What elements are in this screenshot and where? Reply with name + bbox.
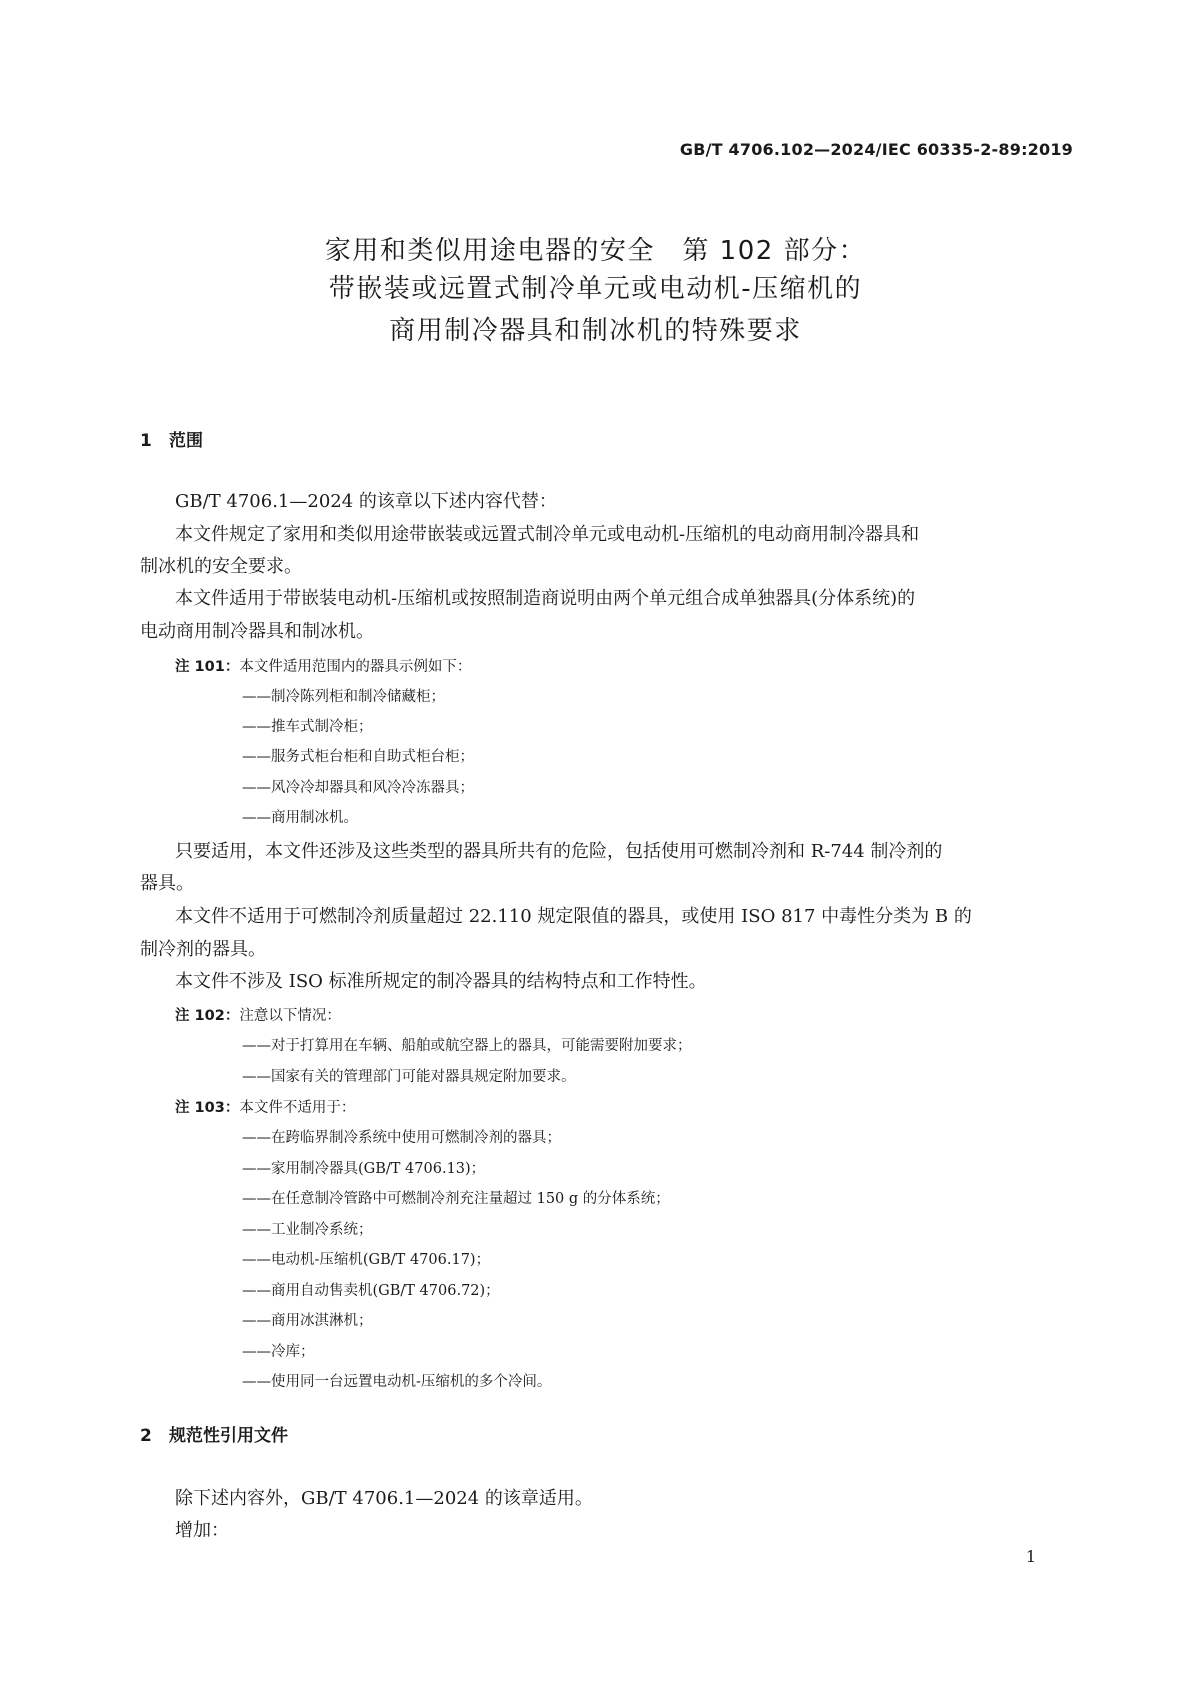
note-102-item: ——国家有关的管理部门可能对器具规定附加要求。 — [242, 1069, 576, 1085]
note-101 — [175, 655, 471, 676]
s1-paragraph-6: 本文件不涉及 ISO 标准所规定的制冷器具的结构特点和工作特性。 — [175, 971, 707, 992]
title-line-3: 商用制冷器具和制冰机的特殊要求 — [389, 316, 802, 346]
section-1-number: 1 — [140, 431, 152, 451]
standard-id-header: GB/T 4706.102—2024/IEC 60335-2-89:2019 — [679, 140, 1073, 159]
note-101-item: ——商用制冰机。 — [242, 810, 358, 826]
s1-paragraph-2-line-2: 制冰机的安全要求。 — [140, 556, 302, 577]
s1-paragraph-3-line-2: 电动商用制冷器具和制冰机。 — [140, 621, 374, 642]
s1-paragraph-1: GB/T 4706.1—2024 的该章以下述内容代替： — [175, 491, 557, 512]
note-102-item: ——对于打算用在车辆、船舶或航空器上的器具，可能需要附加要求； — [242, 1038, 692, 1054]
note-103-label: 注 103： — [175, 1100, 240, 1116]
note-103-item: ——冷库； — [242, 1344, 315, 1360]
title-line-2: 带嵌装或远置式制冷单元或电动机-压缩机的 — [328, 274, 863, 304]
s1-paragraph-4-line-1: 只要适用，本文件还涉及这些类型的器具所共有的危险，包括使用可燃制冷剂和 R-744 制冷剂的 — [175, 841, 943, 862]
section-1-title: 范围 — [169, 431, 203, 451]
s1-paragraph-3-line-1: 本文件适用于带嵌装电动机-压缩机或按照制造商说明由两个单元组合成单独器具(分体系统)的 — [175, 588, 916, 609]
s2-paragraph-2: 增加： — [175, 1520, 229, 1541]
note-103-item: ——在跨临界制冷系统中使用可燃制冷剂的器具； — [242, 1130, 561, 1146]
section-2-title: 规范性引用文件 — [169, 1426, 288, 1446]
note-103-item: ——在任意制冷管路中可燃制冷剂充注量超过 150 g 的分体系统； — [242, 1191, 670, 1207]
s1-paragraph-2-line-1: 本文件规定了家用和类似用途带嵌装或远置式制冷单元或电动机-压缩机的电动商用制冷器具和 — [175, 524, 920, 545]
section-1-heading — [140, 426, 203, 451]
note-101-item: ——推车式制冷柜； — [242, 719, 373, 735]
note-103-item: ——家用制冷器具(GB/T 4706.13)； — [242, 1161, 486, 1177]
s1-paragraph-5-line-2: 制冷剂的器具。 — [140, 939, 266, 960]
note-103 — [175, 1096, 355, 1117]
s1-paragraph-5-line-1: 本文件不适用于可燃制冷剂质量超过 22.110 规定限值的器具，或使用 ISO 817 中毒性分类为 B 的 — [175, 906, 972, 927]
note-101-label: 注 101： — [175, 659, 240, 675]
title-line-1: 家用和类似用途电器的安全 第 102 部分： — [324, 236, 867, 266]
note-103-item: ——电动机-压缩机(GB/T 4706.17)； — [242, 1252, 491, 1268]
s2-paragraph-1: 除下述内容外，GB/T 4706.1—2024 的该章适用。 — [175, 1488, 593, 1509]
page-number: 1 — [1025, 1547, 1036, 1566]
note-103-item: ——工业制冷系统； — [242, 1222, 373, 1238]
note-103-item: ——使用同一台远置电动机-压缩机的多个冷间。 — [242, 1374, 552, 1390]
note-103-item: ——商用自动售卖机(GB/T 4706.72)； — [242, 1283, 500, 1299]
note-101-text: 本文件适用范围内的器具示例如下： — [239, 659, 472, 675]
note-103-text: 本文件不适用于： — [239, 1100, 356, 1116]
note-101-item: ——风冷冷却器具和风冷冷冻器具； — [242, 780, 474, 796]
note-102-label: 注 102： — [175, 1008, 240, 1024]
note-101-item: ——制冷陈列柜和制冷储藏柜； — [242, 689, 445, 705]
section-2-number: 2 — [140, 1426, 152, 1446]
note-102 — [175, 1004, 341, 1025]
section-2-heading — [140, 1421, 288, 1446]
note-101-item: ——服务式柜台柜和自助式柜台柜； — [242, 749, 474, 765]
note-103-item: ——商用冰淇淋机； — [242, 1313, 373, 1329]
s1-paragraph-4-line-2: 器具。 — [140, 873, 194, 894]
note-102-text: 注意以下情况： — [239, 1008, 341, 1024]
